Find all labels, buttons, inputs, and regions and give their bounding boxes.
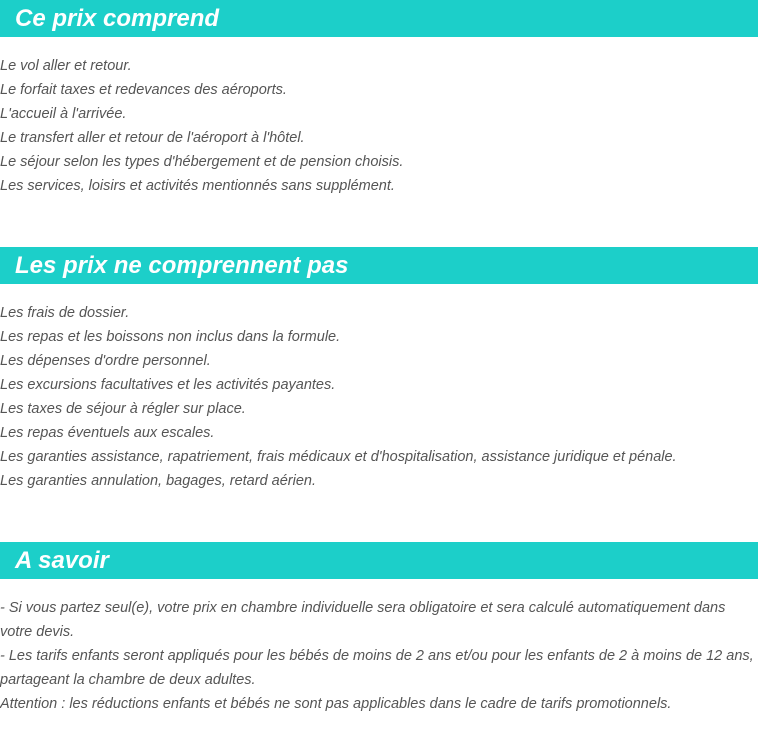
section-price-excludes bbox=[0, 247, 758, 493]
section-title: Ce prix comprend bbox=[0, 0, 758, 37]
list-item: Le transfert aller et retour de l'aéroport à l'hôtel. bbox=[0, 130, 305, 146]
list-item: Les repas et les boissons non inclus dans la formule. bbox=[0, 329, 341, 345]
list-item: Les garanties assistance, rapatriement, frais médicaux et d'hospitalisation, assistance juridique et pénale. bbox=[0, 449, 677, 465]
list-item: Les dépenses d'ordre personnel. bbox=[0, 353, 211, 369]
list-item: Les services, loisirs et activités mentionnés sans supplément. bbox=[0, 178, 395, 194]
section-title: A savoir bbox=[0, 542, 758, 579]
section-title: Les prix ne comprennent pas bbox=[0, 247, 758, 284]
list-item: Le vol aller et retour. bbox=[0, 58, 132, 74]
info-paragraph: - Si vous partez seul(e), votre prix en chambre individuelle sera obligatoire et sera calculé automatiquement dans votre devis. bbox=[0, 600, 726, 640]
list-item: Les taxes de séjour à régler sur place. bbox=[0, 401, 246, 417]
section-price-includes bbox=[0, 0, 758, 198]
list-item: Les repas éventuels aux escales. bbox=[0, 425, 215, 441]
section-good-to-know bbox=[0, 542, 758, 716]
list-item: L'accueil à l'arrivée. bbox=[0, 106, 127, 122]
excluded-list bbox=[0, 301, 758, 493]
list-item: Les garanties annulation, bagages, retard aérien. bbox=[0, 473, 316, 489]
info-text bbox=[0, 596, 758, 716]
list-item: Les excursions facultatives et les activités payantes. bbox=[0, 377, 336, 393]
list-item: Les frais de dossier. bbox=[0, 305, 130, 321]
list-item: Le forfait taxes et redevances des aéroports. bbox=[0, 82, 287, 98]
list-item: Le séjour selon les types d'hébergement et de pension choisis. bbox=[0, 154, 404, 170]
info-paragraph: - Les tarifs enfants seront appliqués pour les bébés de moins de 2 ans et/ou pour les enfants de 2 à moins de 12 ans, partageant la chambre de deux adultes. bbox=[0, 648, 754, 688]
info-paragraph: Attention : les réductions enfants et bébés ne sont pas applicables dans le cadre de tarifs promotionnels. bbox=[0, 696, 672, 712]
included-list bbox=[0, 54, 758, 198]
